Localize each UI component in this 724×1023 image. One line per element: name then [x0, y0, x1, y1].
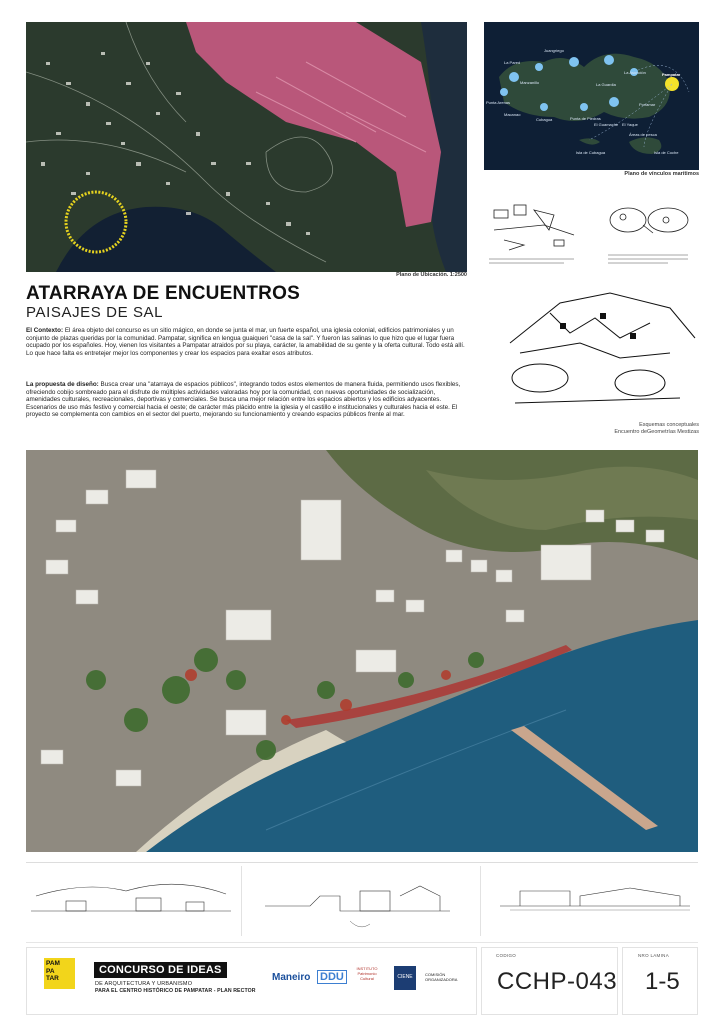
project-title: ATARRAYA DE ENCUENTROS	[26, 283, 300, 304]
aerial-render-drawing	[26, 450, 698, 852]
concept-sketch-3	[500, 283, 700, 418]
map-label: Isla de Cubagua	[576, 150, 606, 155]
proposal-text: Busca crear una "atarraya de espacios públicos", integrando todos estos elementos de manera fluida, permitiendo usos flexibles, ofreciendo cobijo sombreado para el disfrute de múltiples actividades valoradas hoy por la comunidad, con nuevas oportunidades de socialización, amenidades culturales, recreacionales, deportivas y comerciales. Se busca una mejor relación entre los espacios abiertos y los edificios adyacentes. Escenarios de uso más festivo y comercial hacia el oeste; de carácter más plácido entre la iglesia y el castillo e institucionales y culturales hacia el este. El proyecto se complementa con cambios en el sector del puerto, mejorando su funcionamiento y creando espacios públicos frente al mar.	[26, 381, 461, 419]
maritime-map-drawing	[484, 22, 699, 170]
contest-subtitle: DE ARQUITECTURA Y URBANISMO	[95, 981, 193, 987]
sponsor-maneiro-logo: Maneiro	[272, 972, 311, 983]
sponsor-ciene-logo: CIENE	[394, 966, 416, 990]
sketches-caption-line1: Esquemas conceptuales	[639, 422, 699, 428]
contest-subtitle-2: PARA EL CENTRO HISTÓRICO DE PAMPATAR - PLAN RECTOR	[95, 988, 256, 994]
sketches-caption	[560, 422, 699, 436]
map-label: Punta Arenas	[486, 100, 511, 105]
map-label: El Yaque	[622, 122, 638, 127]
section-divider	[241, 866, 242, 936]
code-label: CODIGO	[496, 953, 517, 958]
code-value: CCHP-043	[497, 968, 618, 995]
map-label: La Asunción	[624, 70, 646, 75]
logo-line: PA	[46, 967, 55, 975]
concept-sketch-2	[598, 195, 698, 270]
context-paragraph	[26, 327, 466, 357]
map-label: Manzanillo	[520, 80, 540, 85]
sketches-caption-line2: Encuentro deGeometrías Mestizas	[614, 429, 699, 435]
map-label: El Guamache	[594, 122, 619, 127]
logo-line: PAM	[46, 960, 60, 967]
map-label: La Guardia	[596, 82, 616, 87]
location-plan-caption: Plano de Ubicación. 1:2500	[396, 272, 467, 278]
sponsor-commission-logo: COMISIÓN ORGANIZADORA	[425, 972, 458, 982]
proposal-label: La propuesta de diseño:	[26, 381, 99, 388]
sheet-value: 1-5	[645, 968, 680, 995]
map-label: Porlamar	[639, 102, 656, 107]
sheet-label: NRO LAMINA	[638, 953, 670, 958]
map-label: La Pared	[504, 60, 521, 65]
aerial-render-image	[26, 450, 698, 852]
footer-rule	[26, 942, 698, 943]
map-label: Cubagua	[536, 117, 553, 122]
project-subtitle: PAISAJES DE SAL	[26, 304, 164, 321]
map-label: Punta de Piedras	[570, 116, 601, 121]
map-label: Isla de Coche	[654, 150, 679, 155]
context-text: El área objeto del concurso es un sitio mágico, en donde se junta el mar, un fuerte español, una iglesia colonial, edificios patrimoniales y un conjunto de plazas queridas por la comunidad. Pampatar, significa en lengua guaiqueri "casa de la sal". Y fueron las salinas lo que hizo que el lugar fuera ocupado por los españoles. Hoy, vienen los visitantes a Pampatar atraidos por su playa, carácter, la amabilidad de su gente y la oferta cultural. Todo está allí. Lo que hace falta es entretejer mejor los componentes y crear los espacios para exaltar esos atributos.	[26, 327, 465, 357]
sections-top-rule	[26, 862, 698, 863]
map-label: Juangriego	[544, 48, 564, 53]
concept-sketch-1	[484, 195, 584, 270]
map-label-pampatar: Pampatar	[662, 72, 681, 77]
section-drawing-1	[26, 866, 236, 936]
maritime-map-caption: Plano de vínculos marítimos	[624, 171, 699, 177]
map-label: Áreas de pesca	[629, 132, 657, 137]
proposal-paragraph	[26, 381, 466, 419]
section-drawing-3	[490, 866, 700, 936]
sponsor-ipc-logo: INSTITUTO Patrimonio Cultural	[356, 966, 378, 981]
sponsor-ddu-logo: DDU	[317, 970, 347, 984]
map-label: Macanao	[504, 112, 521, 117]
logo-line: TAR	[46, 975, 59, 982]
section-drawing-2	[250, 866, 470, 936]
contest-title: CONCURSO DE IDEAS	[94, 962, 227, 978]
maritime-map-image	[484, 22, 699, 170]
location-plan-image	[26, 22, 467, 272]
location-plan-drawing	[26, 22, 467, 272]
section-divider	[480, 866, 481, 936]
pampatar-logo	[44, 958, 75, 989]
context-label: El Contexto:	[26, 327, 64, 334]
